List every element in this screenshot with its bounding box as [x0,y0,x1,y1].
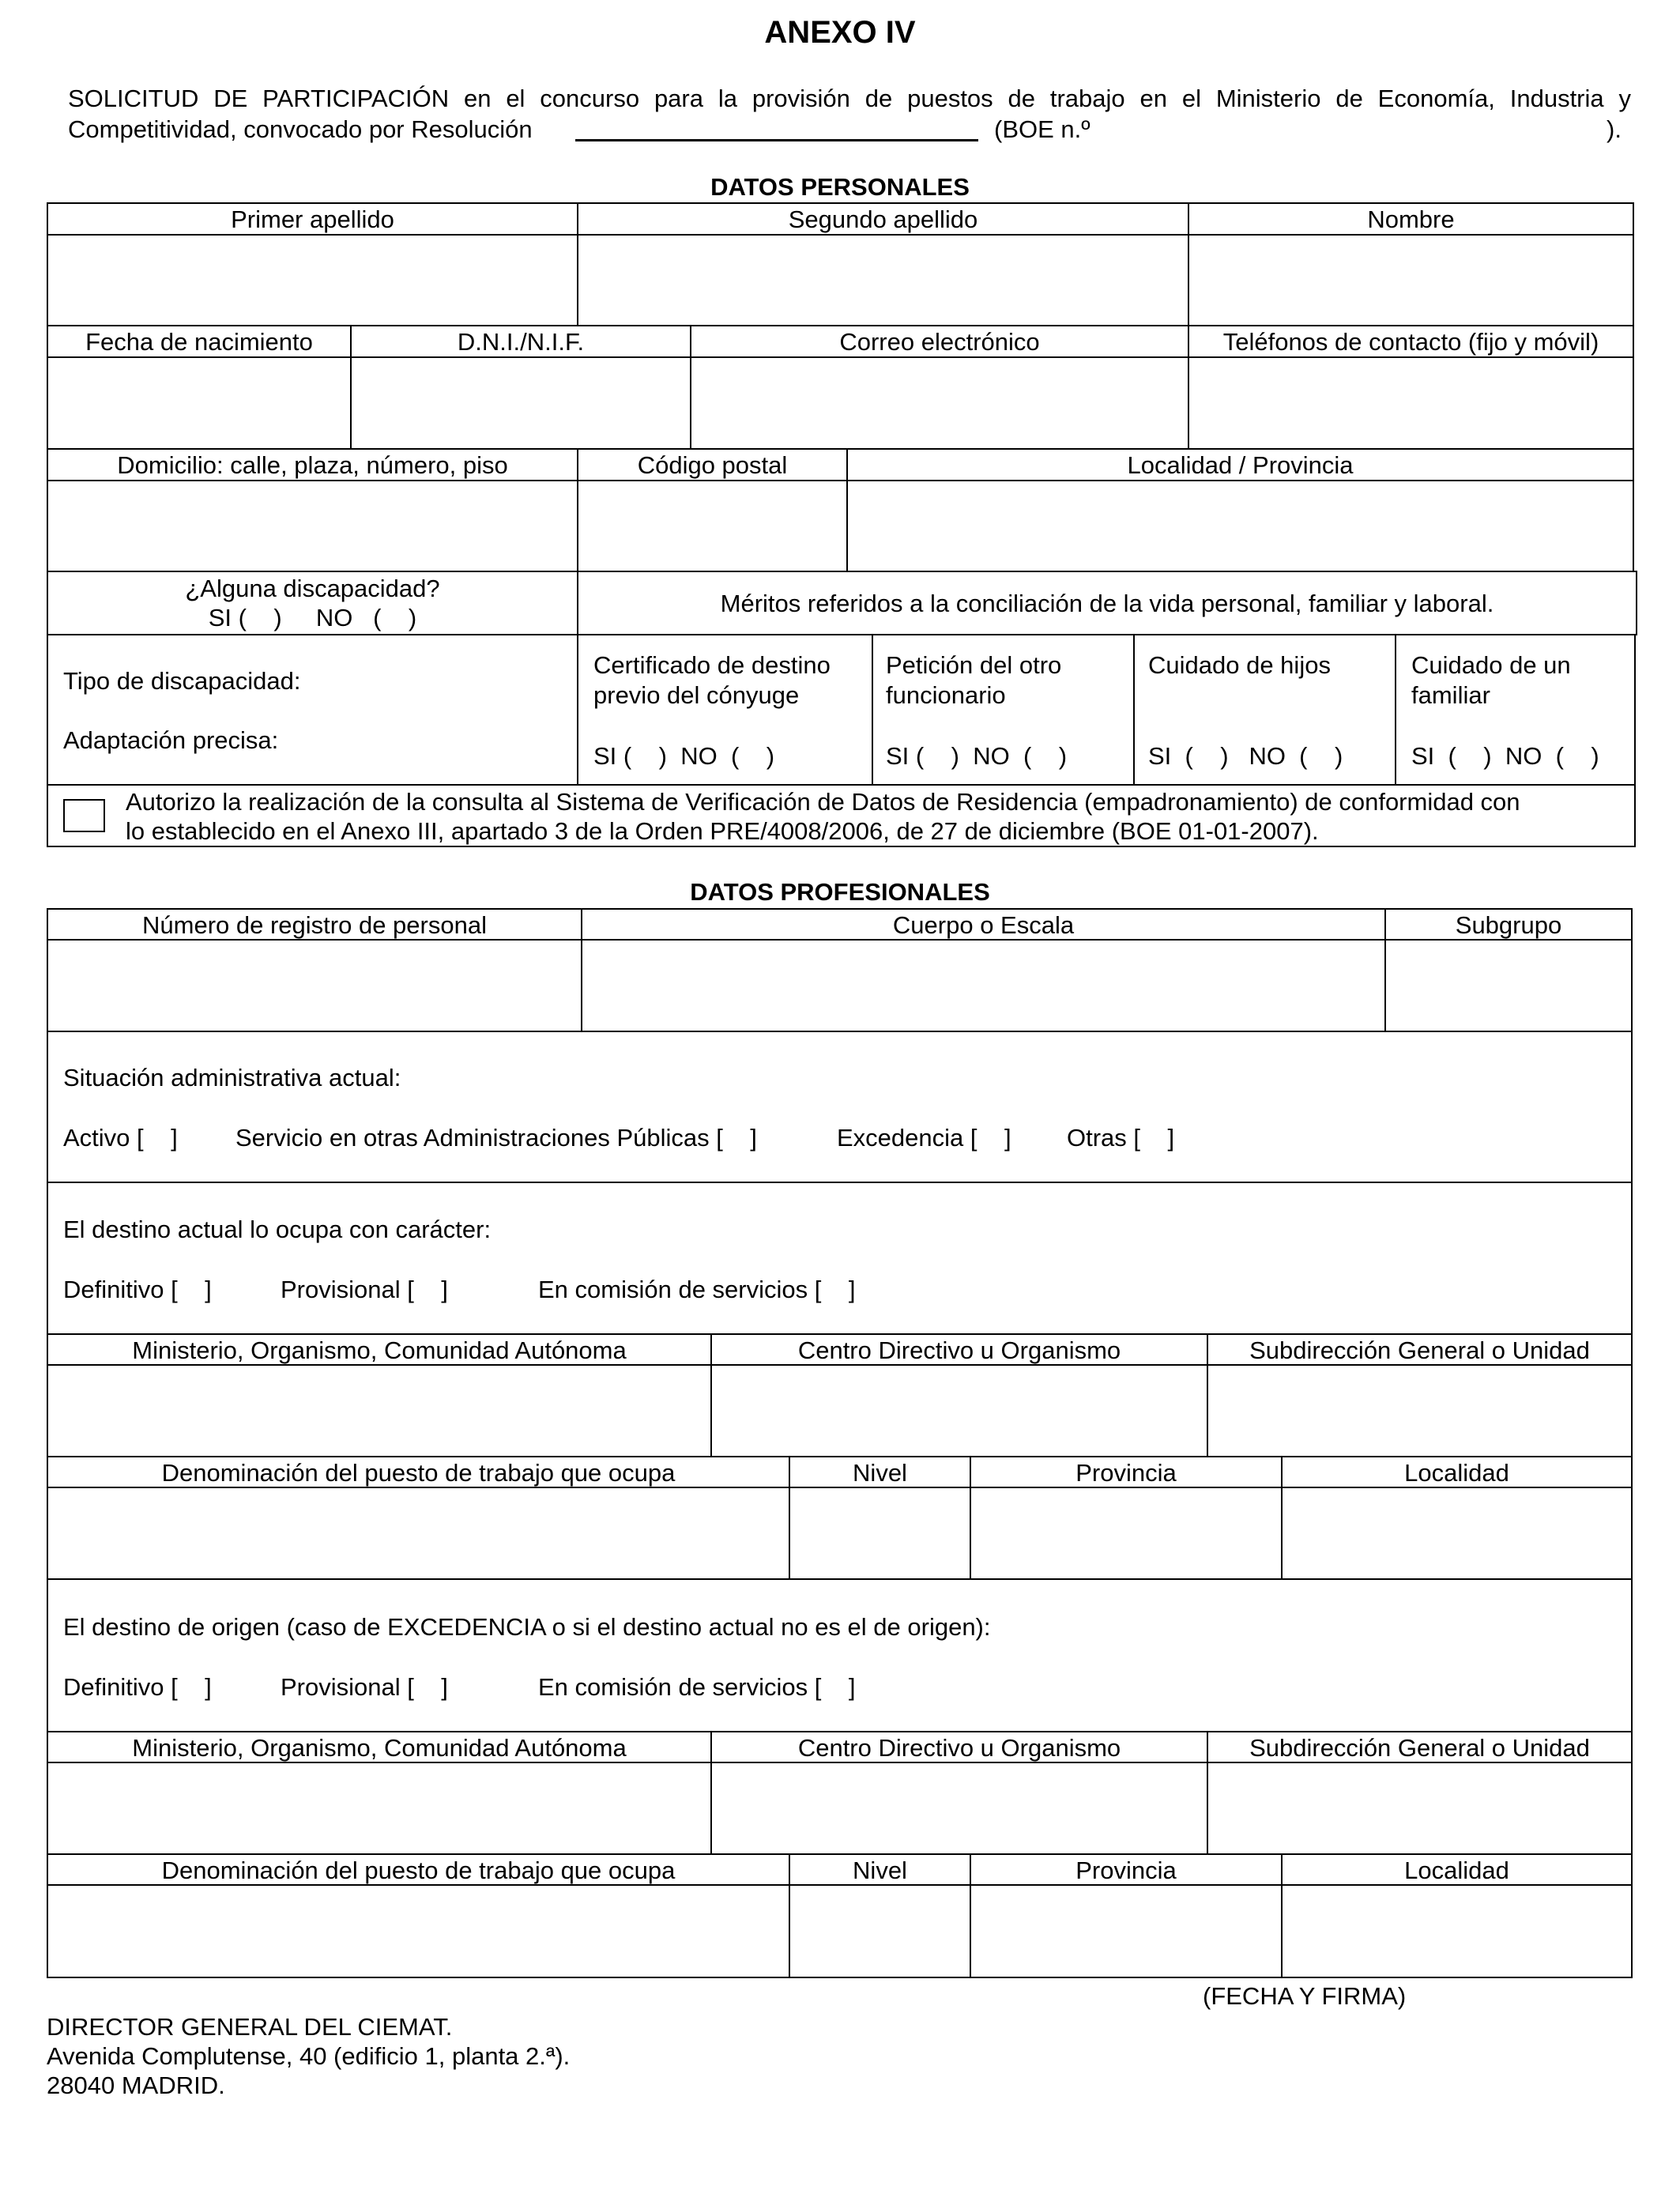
familiar-label-1: Cuidado de un [1411,651,1571,679]
datos-profesionales-heading: DATOS PROFESIONALES [690,878,990,906]
comision-option[interactable]: En comisión de servicios [ ] [538,1276,856,1303]
hijos-label: Cuidado de hijos [1148,651,1331,679]
subdireccion-label: Subdirección General o Unidad [1249,1336,1590,1364]
primer-apellido-label: Primer apellido [231,205,394,233]
autorizo-checkbox[interactable] [63,799,105,832]
definitivo-option[interactable]: Definitivo [ ] [63,1276,212,1303]
domicilio-label: Domicilio: calle, plaza, número, piso [117,451,508,479]
provisional-option[interactable]: Provisional [ ] [281,1276,448,1303]
page-title: ANEXO IV [764,15,916,50]
telefonos-label: Teléfonos de contacto (fijo y móvil) [1222,328,1599,356]
peticion-label-1: Petición del otro [886,651,1062,679]
certificado-options[interactable]: SI ( ) NO ( ) [593,742,775,770]
primer-apellido-field[interactable] [48,236,577,325]
activo-option[interactable]: Activo [ ] [63,1124,178,1152]
fecha-firma-label: (FECHA Y FIRMA) [1203,1982,1407,2010]
dni-label: D.N.I./N.I.F. [457,328,585,356]
destino-origen-label: El destino de origen (caso de EXCEDENCIA o si el destino actual no es el de origen): [63,1613,991,1641]
origen-centro-label: Centro Directivo u Organismo [797,1734,1121,1762]
localidad-label: Localidad [1404,1459,1509,1487]
autorizo-line-2: lo establecido en el Anexo III, apartado 3 de la Orden PRE/4008/2006, de 27 de diciembre (BOE 01-01-2007). [126,817,1319,845]
origen-centro-field[interactable] [712,1763,1207,1853]
codigo-postal-label: Código postal [637,451,788,479]
excedencia-option[interactable]: Excedencia [ ] [837,1124,1011,1152]
meritos-heading: Méritos referidos a la conciliación de la vida personal, familiar y laboral. [720,590,1494,617]
num-registro-label: Número de registro de personal [142,911,487,939]
origen-ministerio-label: Ministerio, Organismo, Comunidad Autónoma [132,1734,627,1762]
centro-label: Centro Directivo u Organismo [797,1336,1121,1364]
denominacion-label: Denominación del puesto de trabajo que ocupa [161,1459,676,1487]
correo-field[interactable] [691,358,1188,448]
origen-provisional-option[interactable]: Provisional [ ] [281,1673,448,1701]
domicilio-field[interactable] [48,481,577,571]
nombre-field[interactable] [1189,236,1633,325]
discapacidad-question: ¿Alguna discapacidad? [185,575,440,602]
situacion-label: Situación administrativa actual: [63,1064,401,1091]
localidad-provincia-label: Localidad / Provincia [1127,451,1354,479]
footer-line-2: Avenida Complutense, 40 (edificio 1, planta 2.ª). [47,2042,571,2070]
correo-label: Correo electrónico [839,328,1040,356]
boe-number-field[interactable] [1122,114,1596,144]
origen-denominacion-field[interactable] [48,1886,789,1977]
cuerpo-label: Cuerpo o Escala [892,911,1075,939]
nombre-label: Nombre [1367,205,1455,233]
segundo-apellido-label: Segundo apellido [788,205,978,233]
discapacidad-options[interactable]: SI ( ) NO ( ) [208,604,417,631]
nivel-field[interactable] [790,1488,970,1578]
nivel-label: Nivel [853,1459,907,1487]
signature-area[interactable] [1170,2011,1612,2106]
autorizo-line-1: Autorizo la realización de la consulta al Sistema de Verificación de Datos de Residencia (empadronamiento) de conformidad con [126,788,1520,816]
provincia-field[interactable] [971,1488,1281,1578]
familiar-options[interactable]: SI ( ) NO ( ) [1411,742,1599,770]
localidad-field[interactable] [1283,1488,1631,1578]
origen-subdireccion-label: Subdirección General o Unidad [1249,1734,1590,1762]
origen-provincia-field[interactable] [971,1886,1281,1977]
footer-line-3: 28040 MADRID. [47,2071,225,2099]
ministerio-label: Ministerio, Organismo, Comunidad Autónoma [132,1336,627,1364]
footer-line-1: DIRECTOR GENERAL DEL CIEMAT. [47,2013,453,2041]
origen-localidad-field[interactable] [1283,1886,1631,1977]
peticion-options[interactable]: SI ( ) NO ( ) [886,742,1068,770]
resolucion-blank[interactable] [575,139,978,141]
servicio-option[interactable]: Servicio en otras Administraciones Públicas [ ] [235,1124,757,1152]
centro-field[interactable] [712,1366,1207,1456]
cuerpo-field[interactable] [582,941,1384,1031]
intro-line-1: SOLICITUD DE PARTICIPACIÓN en el concurso para la provisión de puestos de trabajo en el Ministerio de Economía, Industria y [68,85,1631,112]
dni-field[interactable] [352,358,690,448]
origen-localidad-label: Localidad [1404,1857,1509,1884]
hijos-options[interactable]: SI ( ) NO ( ) [1148,742,1343,770]
subgrupo-label: Subgrupo [1455,911,1562,939]
boe-label: (BOE n.º [994,115,1090,143]
fecha-nacimiento-field[interactable] [48,358,350,448]
origen-nivel-label: Nivel [853,1857,907,1884]
intro-line-2: Competitividad, convocado por Resolución [68,115,533,143]
subdireccion-field[interactable] [1208,1366,1631,1456]
localidad-provincia-field[interactable] [848,481,1633,571]
boe-close: ). [1607,115,1622,143]
segundo-apellido-field[interactable] [578,236,1188,325]
otras-option[interactable]: Otras [ ] [1067,1124,1175,1152]
origen-nivel-field[interactable] [790,1886,970,1977]
certificado-label-2: previo del cónyuge [593,681,800,709]
subgrupo-field[interactable] [1386,941,1631,1031]
datos-personales-heading: DATOS PERSONALES [710,173,970,201]
tipo-discapacidad-label: Tipo de discapacidad: [63,667,301,695]
adaptacion-label: Adaptación precisa: [63,726,279,754]
ministerio-field[interactable] [48,1366,710,1456]
peticion-label-2: funcionario [886,681,1006,709]
codigo-postal-field[interactable] [578,481,846,571]
origen-provincia-label: Provincia [1075,1857,1177,1884]
fecha-nacimiento-label: Fecha de nacimiento [85,328,313,356]
origen-comision-option[interactable]: En comisión de servicios [ ] [538,1673,856,1701]
certificado-label-1: Certificado de destino [593,651,831,679]
origen-definitivo-option[interactable]: Definitivo [ ] [63,1673,212,1701]
origen-denominacion-label: Denominación del puesto de trabajo que ocupa [161,1857,676,1884]
provincia-label: Provincia [1075,1459,1177,1487]
num-registro-field[interactable] [48,941,581,1031]
denominacion-field[interactable] [48,1488,789,1578]
telefonos-field[interactable] [1189,358,1633,448]
origen-ministerio-field[interactable] [48,1763,710,1853]
origen-subdireccion-field[interactable] [1208,1763,1631,1853]
familiar-label-2: familiar [1411,681,1490,709]
destino-actual-label: El destino actual lo ocupa con carácter: [63,1216,492,1243]
